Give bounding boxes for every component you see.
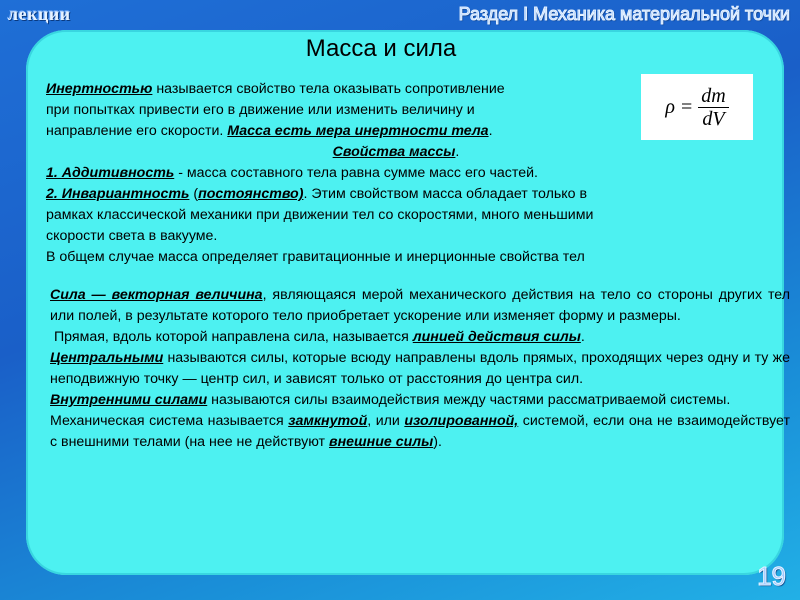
property-additivity: 1. Аддитивность - масса составного тела равна сумме масс его частей.	[46, 165, 538, 181]
mass-section	[46, 79, 746, 268]
central-forces: Центральными называются силы, которые всюду направлены вдоль прямых, проходящих через одну и ту же неподвижную точку — центр сил, и зависят только от расстояния до центра сил.	[50, 350, 790, 387]
line-of-action: Прямая, вдоль которой направлена сила, называется линией действия силы.	[53, 329, 585, 345]
formula-numerator: dm	[698, 85, 728, 108]
formula-lhs: ρ	[665, 95, 675, 118]
invariance-line3: скорости света в вакууме.	[46, 228, 218, 244]
lectures-tag: лекции	[8, 4, 71, 24]
properties-heading: Свойства массы.	[332, 144, 460, 160]
internal-forces: Внутренними силами называются силы взаимодействия между частями рассматриваемой системы.	[50, 392, 731, 408]
content-panel	[26, 30, 790, 575]
inertia-line1: Инертностью называется свойство тела оказывать сопротивление	[46, 81, 505, 97]
force-definition: Сила — векторная величина, являющаяся мерой механического действия на тело со стороны других тел или полей, в результате которого тело приобретает ускорение или изменяет форму и размеры.	[50, 287, 790, 324]
inertia-line3: направление его скорости. Масса есть мера инертности тела.	[46, 123, 493, 139]
force-section	[50, 285, 790, 453]
formula-denominator: dV	[702, 107, 725, 130]
section-title: Раздел I Механика материальной точки	[458, 4, 790, 24]
inertia-line2: при попытках привести его в движение или изменить величину и	[46, 102, 475, 118]
closed-system: Механическая система называется замкнутой, или изолированной, системой, если она не взаимодействует с внешними телами (на нее не действуют внешние силы).	[50, 413, 790, 450]
mass-general: В общем случае масса определяет гравитационные и инерционные свойства тел	[46, 249, 585, 265]
page-number: 19	[757, 561, 786, 591]
slide-title: Масса и сила	[305, 35, 457, 62]
property-invariance: 2. Инвариантность (постоянство). Этим свойством масса обладает только в	[46, 186, 588, 202]
invariance-line2: рамках классической механики при движении тел со скоростями, много меньшими	[46, 207, 594, 223]
formula-eq: =	[680, 95, 693, 118]
